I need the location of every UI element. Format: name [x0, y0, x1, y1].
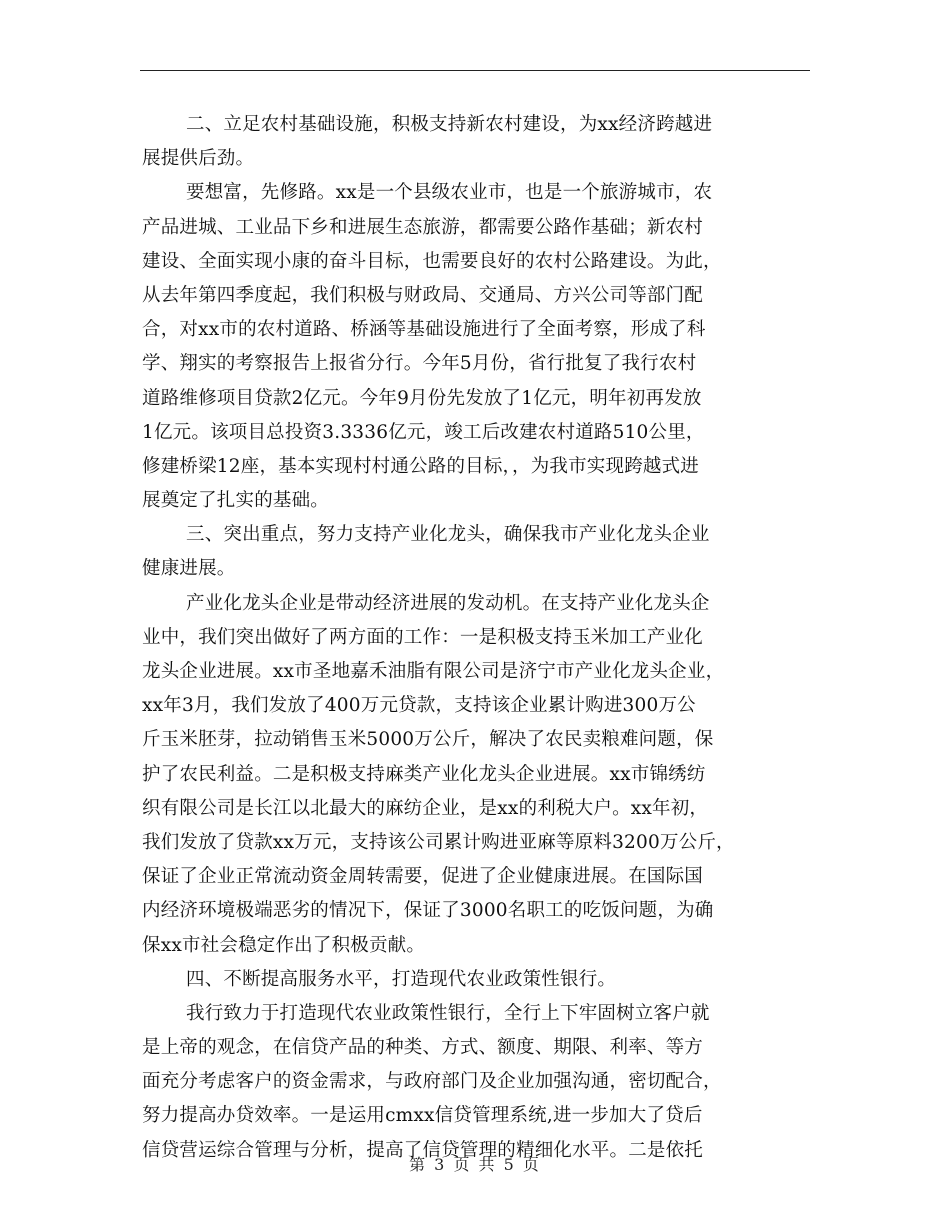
document-body	[142, 108, 810, 1168]
text-line: 二、立足农村基础设施，积极支持新农村建设，为xx经济跨越进	[186, 114, 713, 135]
text-line: 合，对xx市的农村道路、桥涵等基础设施进行了全面考察，形成了科	[142, 319, 706, 341]
text-line: 我们发放了贷款xx万元，支持该公司累计购进亚麻等原料3200万公斤，	[142, 831, 735, 853]
header-rule	[140, 70, 810, 71]
text-line: 修建桥梁12座，基本实现村村通公路的目标，，为我市实现跨越式进	[142, 455, 699, 477]
text-line: 龙头企业进展。xx市圣地嘉禾油脂有限公司是济宁市产业化龙头企业，	[142, 661, 725, 682]
text-line: 展提供后劲。	[142, 148, 255, 170]
text-line: 从去年第四季度起，我们积极与财政局、交通局、方兴公司等部门配	[142, 284, 704, 306]
text-line: 产品进城、工业品下乡和进展生态旅游，都需要公路作基础；新农村	[142, 216, 704, 238]
text-line: xx年3月，我们发放了400万元贷款，支持该企业累计购进300万公	[142, 695, 696, 717]
text-line: 努力提高办贷效率。一是运用cmxx信贷管理系统,进一步加大了贷后	[142, 1105, 703, 1127]
text-line: 产业化龙头企业是带动经济进展的发动机。在支持产业化龙头企	[186, 592, 710, 614]
text-line: 三、突出重点，努力支持产业化龙头，确保我市产业化龙头企业	[186, 524, 710, 546]
text-line: 保证了企业正常流动资金周转需要，促进了企业健康进展。在国际国	[142, 866, 704, 888]
text-line: 1亿元。该项目总投资3.3336亿元，竣工后改建农村道路510公里，	[142, 421, 705, 443]
text-line: 保xx市社会稳定作出了积极贡献。	[142, 934, 426, 956]
text-line: 面充分考虑客户的资金需求，与政府部门及企业加强沟通，密切配合，	[142, 1071, 722, 1093]
text-line: 健康进展。	[142, 558, 236, 580]
text-line: 护了农民利益。二是积极支持麻类产业化龙头企业进展。xx市锦绣纺	[142, 763, 706, 785]
text-line: 展奠定了扎实的基础。	[142, 490, 330, 512]
text-line: 学、翔实的考察报告上报省分行。今年5月份，省行批复了我行农村	[142, 353, 697, 375]
text-line: 四、不断提高服务水平，打造现代农业政策性银行。	[186, 968, 617, 990]
text-line: 我行致力于打造现代农业政策性银行，全行上下牢固树立客户就	[186, 1002, 710, 1024]
text-line: 道路维修项目贷款2亿元。今年9月份先发放了1亿元，明年初再发放	[142, 387, 702, 409]
text-line: 是上帝的观念，在信贷产品的种类、方式、额度、期限、利率、等方	[142, 1037, 704, 1059]
text-line: 织有限公司是长江以北最大的麻纺企业，是xx的利税大户。xx年初，	[142, 797, 709, 819]
text-line: 信贷营运综合管理与分析，提高了信贷管理的精细化水平。二是依托	[142, 1139, 704, 1161]
text-line: 建设、全面实现小康的奋斗目标，也需要良好的农村公路建设。为此，	[142, 250, 722, 272]
page-number: 第 3 页 共 5 页	[409, 1155, 541, 1174]
text-line: 内经济环境极端恶劣的情况下，保证了3000名职工的吃饭问题，为确	[142, 900, 714, 922]
text-line: 要想富，先修路。xx是一个县级农业市，也是一个旅游城市，农	[186, 182, 713, 204]
text-line: 斤玉米胚芽，拉动销售玉米5000万公斤，解决了农民卖粮难问题，保	[142, 729, 714, 751]
text-line: 业中，我们突出做好了两方面的工作：一是积极支持玉米加工产业化	[142, 626, 704, 648]
